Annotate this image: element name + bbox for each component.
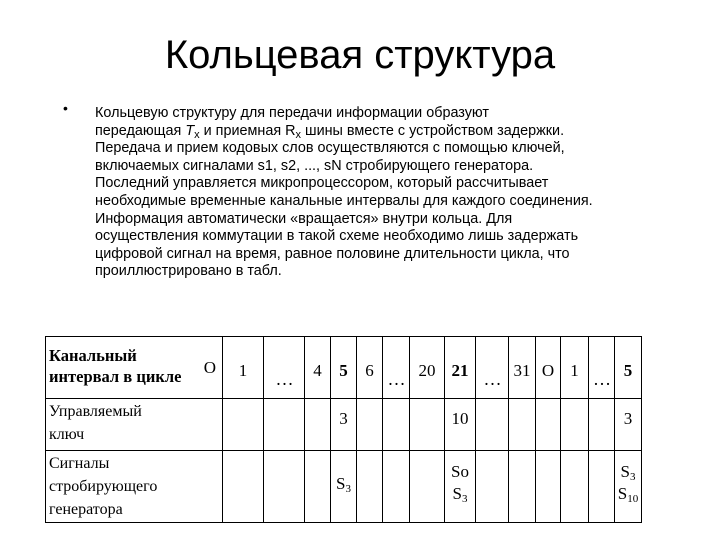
interval-value: … <box>593 369 610 389</box>
interval-cell <box>305 337 331 399</box>
table-row-signals <box>46 451 642 523</box>
interval-cell <box>383 337 410 399</box>
interval-value: 5 <box>339 361 348 380</box>
key-value <box>589 399 614 409</box>
interval-cell <box>331 337 357 399</box>
interval-cell <box>445 337 476 399</box>
header-label-line1: Канальный <box>49 346 137 365</box>
header-label-cell <box>46 337 223 399</box>
key-value <box>561 399 588 409</box>
interval-value: 5 <box>623 361 633 380</box>
interval-cell <box>410 337 445 399</box>
key-value <box>264 399 304 409</box>
signal-cell <box>410 451 445 523</box>
interval-cell <box>561 337 589 399</box>
signal-cell <box>357 451 383 523</box>
interval-value: … <box>387 369 405 389</box>
signals-label-cell <box>46 451 223 523</box>
interval-cell <box>536 337 561 399</box>
key-cell <box>509 399 536 451</box>
table-row-key <box>46 399 642 451</box>
signal-cell <box>561 451 589 523</box>
key-cell <box>383 399 410 451</box>
key-cell <box>476 399 509 451</box>
interval-cell <box>264 337 305 399</box>
signal-cell <box>305 451 331 523</box>
key-value <box>410 399 444 409</box>
signal-cell <box>445 451 476 523</box>
key-cell <box>445 399 476 451</box>
key-label: Управляемый ключ <box>49 403 142 443</box>
interval-cell <box>476 337 509 399</box>
interval-value: … <box>275 369 293 389</box>
header-label-line2: интервал в цикле <box>49 367 182 386</box>
interval-value: 1 <box>570 361 579 380</box>
signal-cell <box>615 451 642 523</box>
body-paragraph: Кольцевую структуру для передачи информации образуют передающая $T_x$ и приемная $R_x$ шины вместе с устройством задержки. Передача и прием кодовых слов осуществляются с помощью ключей, включаемых сигналами s1, s2, ..., sN стробирующего генератора. Последний управляется микропроцессором, который рассчитывает необходимые временные канальные интервалы для каждого соединения. Информация автоматически «вращается» внутри кольца. Для осуществления коммутации в такой схеме необходимо лишь задержать цифровой сигнал на время, равное половине длительности цикла, что проиллюстрировано в табл. <box>95 105 593 280</box>
key-cell <box>615 399 642 451</box>
signal-cell <box>509 451 536 523</box>
signal-cell <box>223 451 264 523</box>
signal-value: So $S_3$ <box>451 462 469 505</box>
key-value: 3 <box>339 409 348 428</box>
signal-cell <box>331 451 357 523</box>
key-cell <box>357 399 383 451</box>
interval-cell <box>589 337 615 399</box>
interval-cell <box>509 337 536 399</box>
signal-cell <box>476 451 509 523</box>
interval-cell <box>223 337 264 399</box>
header-label-o: О <box>203 358 216 377</box>
key-label-cell <box>46 399 223 451</box>
key-value <box>383 399 409 409</box>
key-value: 10 <box>451 409 469 428</box>
interval-cell <box>615 337 642 399</box>
key-cell <box>536 399 561 451</box>
signal-value: $S_3$ <box>336 474 351 495</box>
key-cell <box>331 399 357 451</box>
interval-value: О <box>541 361 555 380</box>
key-value <box>305 399 330 409</box>
key-cell <box>223 399 264 451</box>
key-value <box>509 399 535 409</box>
interval-value: … <box>483 369 501 389</box>
key-value <box>536 399 560 409</box>
key-cell <box>305 399 331 451</box>
interval-value: 31 <box>513 361 531 380</box>
interval-value: 1 <box>238 361 248 380</box>
key-value: 3 <box>623 409 633 428</box>
slide-title: Кольцевая структура <box>164 33 556 77</box>
signals-label: Сигналы стробирующего генератора <box>49 455 158 518</box>
key-cell <box>589 399 615 451</box>
signal-cell <box>264 451 305 523</box>
key-value <box>476 399 508 409</box>
key-cell <box>561 399 589 451</box>
interval-value: 21 <box>451 361 469 380</box>
table-row-interval <box>46 337 642 399</box>
interval-value: 20 <box>418 361 436 380</box>
signal-value: $S_3$ $S_{10}$ <box>617 462 639 505</box>
key-cell <box>410 399 445 451</box>
signal-cell <box>536 451 561 523</box>
interval-cell <box>357 337 383 399</box>
bullet-marker: • <box>63 100 68 116</box>
interval-value: 4 <box>313 361 322 380</box>
signal-cell <box>383 451 410 523</box>
key-cell <box>264 399 305 451</box>
interval-value: 6 <box>365 361 374 380</box>
key-value <box>223 399 263 409</box>
signal-cell <box>589 451 615 523</box>
channel-interval-table <box>45 336 642 523</box>
key-value <box>357 399 382 409</box>
